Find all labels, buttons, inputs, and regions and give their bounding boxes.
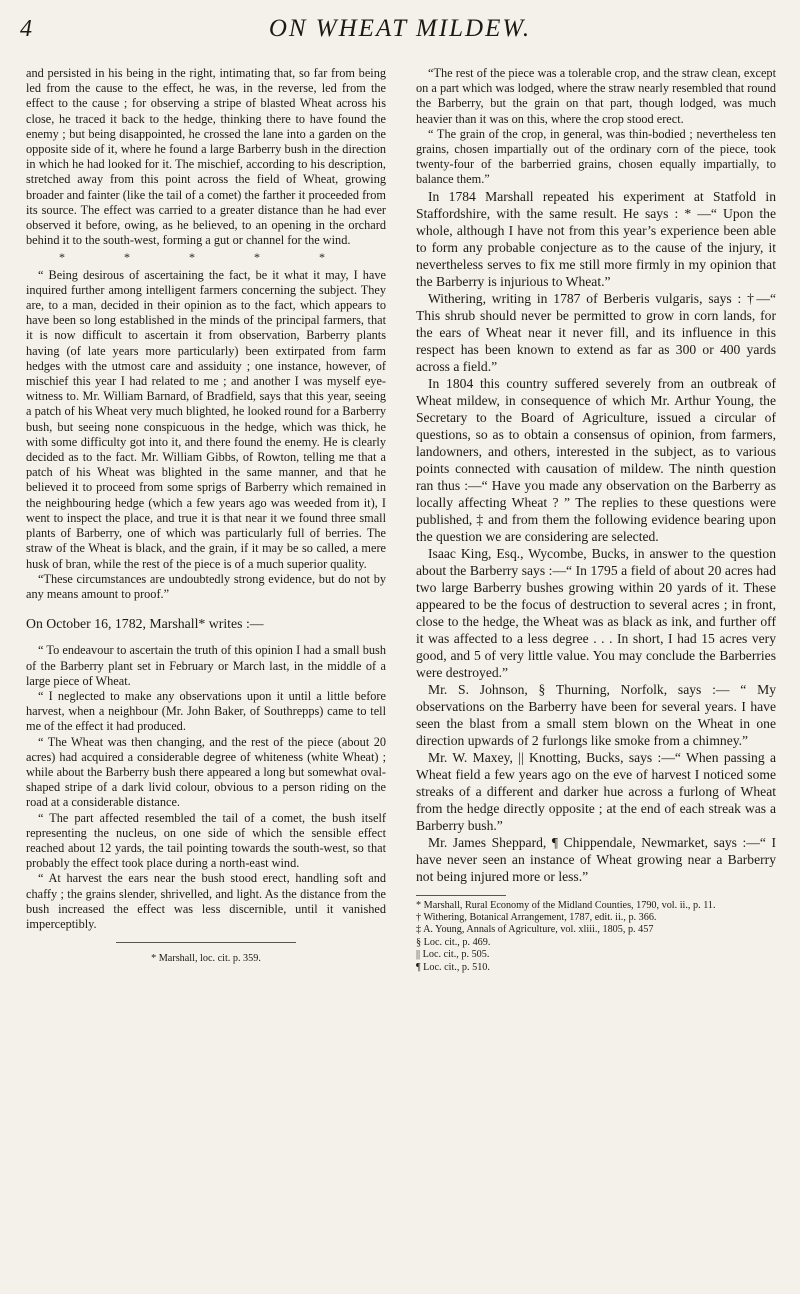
footnote: * Marshall, Rural Economy of the Midland Counties, 1790, vol. ii., p. 11. <box>416 899 716 911</box>
paragraph: Isaac King, Esq., Wycombe, Bucks, in answer to the question about the Barberry says :—“ In 1795 a field of about 20 acres had two large Barberry bushes growing within 20 yards of it. These appeared to be the focus of destruction to several acres ; in front, close to the hedge, the Wheat was as black as ink, and further off it was affected to a less degree . . . In short, I had 15 acres very good, and 5 of very little value. You may conclude the Barberries were destroyed.” <box>416 545 776 680</box>
paragraph: “The rest of the piece was a tolerable crop, and the straw clean, except on a part which was lodged, where the straw nearly resembled that round the Barberry, but the grain on that part, though lodged, was much heavier than it was on this, where the crop stood erect. <box>416 66 776 126</box>
paragraph: “ At harvest the ears near the bush stood erect, handling soft and chaffy ; the grains slender, shrivelled, and light. As the distance from the bush increased the effect was less discernible, until it vanished imperceptibly. <box>26 871 386 931</box>
paragraph: Mr. James Sheppard, ¶ Chippendale, Newmarket, says :—“ I have never seen an instance of Wheat growing near a Barberry not being injured more or less.” <box>416 834 776 884</box>
footnote: § Loc. cit., p. 469. <box>416 936 491 948</box>
paragraph: “ The part affected resembled the tail of a comet, the bush itself representing the nucleus, on one side of which the sensible effect reached about 12 yards, the tail pointing towards the south-west, so that probably the effect took place during a north-east wind. <box>26 810 386 871</box>
page-number: 4 <box>20 16 32 42</box>
page-header <box>20 14 780 48</box>
left-column <box>26 66 386 966</box>
footnote: ¶ Loc. cit., p. 510. <box>416 961 490 973</box>
paragraph: “ Being desirous of ascertaining the fact, be it what it may, I have inquired further among intelligent farmers concerning the subject. They are, to a man, decided in their opinion as to the fact, which appears to have been so long established in the minds of the principal farmers, that it is now difficult to ascertain it from observation, Barberry plants having (of late years more particularly) been extirpated from farm hedges with the utmost care and assiduity ; one instance, however, of mischief this year I had related to me ; and another I was myself eye-witness to. Mr. William Barnard, of Bradfield, says that this year, seeing a patch of his Wheat very much blighted, he looked round for a Barberry bush, but seeing none conspicuous in the hedge, which was thick, he with some difficulty got into it, and there found the enemy. He is clearly decided as to the fact. Mr. William Gibbs, of Rowton, telling me that a patch of his Wheat was blighted in the same manner, and that he believed it to proceed from some sprigs of Barberry which remained in the neighbouring hedge (which a few years ago was weeded from it), I went to inspect the place, and true it is that near it we found three small plants of Barberry, one of which was particularly full of berries. The straw of the Wheat is black, and the grain, if it may be so called, a mere husk of bran, while the rest of the piece is of a much superior quality. <box>26 267 386 571</box>
footnote: || Loc. cit., p. 505. <box>416 949 490 961</box>
footnote: † Withering, Botanical Arrangement, 1787, edit. ii., p. 366. <box>416 912 657 924</box>
running-title: ON WHEAT MILDEW. <box>268 15 532 42</box>
paragraph: Mr. W. Maxey, || Knotting, Bucks, says :—“ When passing a Wheat field a few years ago on the eve of harvest I noticed some streaks of a different and darker hue across a furlong of Wheat from the hedge directly opposite ; at the end of each streak was a Barberry bush.” <box>416 749 776 833</box>
footnote: * Marshall, loc. cit. p. 359. <box>151 953 261 965</box>
paragraph: and persisted in his being in the right, intimating that, so far from being led from the cause to the effect, he was, in the reverse, led from the effect to the cause ; for observing a stripe of blasted Wheat across his close, he traced it back to the hedge, thinking there to have found the enemy ; but being disappointed, he crossed the lane into a garden on the opposite side of it, where he found a large Barberry bush in the direction in which he had looked for it. The mischief, according to his description, stretched away from this point across the field of Wheat, growing broader and fainter (like the tail of a comet) the farther it proceeded from its source. The effect was carried to a greater distance than he had ever observed it before, owing, as he believed, to an opening in the orchard behind it to the south-west, forming a gut or channel for the wind. <box>26 66 386 248</box>
paragraph: Mr. S. Johnson, § Thurning, Norfolk, says :— “ My observations on the Barberry have been for several years. I have seen the blast from a small stem blown on the Wheat in one direction upwards of 2 furlongs like smoke from a chimney.” <box>416 681 776 748</box>
paragraph: “ The Wheat was then changing, and the rest of the piece (about 20 acres) had acquired a considerable degree of whiteness (white Wheat) ; while about the Barberry bush there appeared a long but somewhat oval-shaped stripe of a dark livid colour, obvious to a person riding on the road at a considerable distance. <box>26 734 386 810</box>
paragraph: In 1804 this country suffered severely from an outbreak of Wheat mildew, in consequence of which Mr. Arthur Young, the Secretary to the Board of Agriculture, issued a circular of questions, so as to obtain a consensus of opinion, from farmers, landowners, and others, interested in the subject, as to various points connected with causation of mildew. The ninth question ran thus :—“ Have you made any observation on the Barberry as locally affecting Wheat ? ” The replies to these questions were published, ‡ and from them the following evidence bearing upon the question we are considering are selected. <box>416 375 776 544</box>
section-stars: * * * * * <box>59 250 353 265</box>
paragraph: “ The grain of the crop, in general, was thin-bodied ; nevertheless ten grains, chosen impartially out of the ordinary corn of the piece, took twenty-four of the barberried grains, chosen equally impartially, to balance them.” <box>416 126 776 187</box>
right-column <box>416 66 776 974</box>
section-heading: On October 16, 1782, Marshall* writes :— <box>26 616 264 632</box>
paragraph: “ To endeavour to ascertain the truth of this opinion I had a small bush of the Barberry plant set in February or March last, in the middle of a large piece of Wheat. <box>26 643 386 688</box>
paragraph: “These circumstances are undoubtedly strong evidence, but do not by any means amount to proof.” <box>26 571 386 601</box>
footnote-list <box>416 900 776 974</box>
paragraph: Withering, writing in 1787 of Berberis vulgaris, says : †—“ This shrub should never be permitted to grow in corn lands, for the ears of Wheat near it never fill, and its influence in this respect has been known to extend as far as 300 or 400 yards across a field.” <box>416 290 776 374</box>
footnote-divider <box>116 942 296 943</box>
paragraph: “ I neglected to make any observations upon it until a little before harvest, when a neighbour (Mr. John Baker, of Southrepps) came to tell me of the effect it had produced. <box>26 688 386 734</box>
paragraph: In 1784 Marshall repeated his experiment at Statfold in Staffordshire, with the same result. He says : * —“ Upon the whole, although I have not from this year’s experience been able to form any probable conjecture as to the cause of the injury, it nevertheless serves to fix me still more firmly in my opinion that the Barberry is injurious to Wheat.” <box>416 188 776 289</box>
footnote-divider <box>416 895 506 896</box>
footnote: ‡ A. Young, Annals of Agriculture, vol. xliii., 1805, p. 457 <box>416 924 654 936</box>
